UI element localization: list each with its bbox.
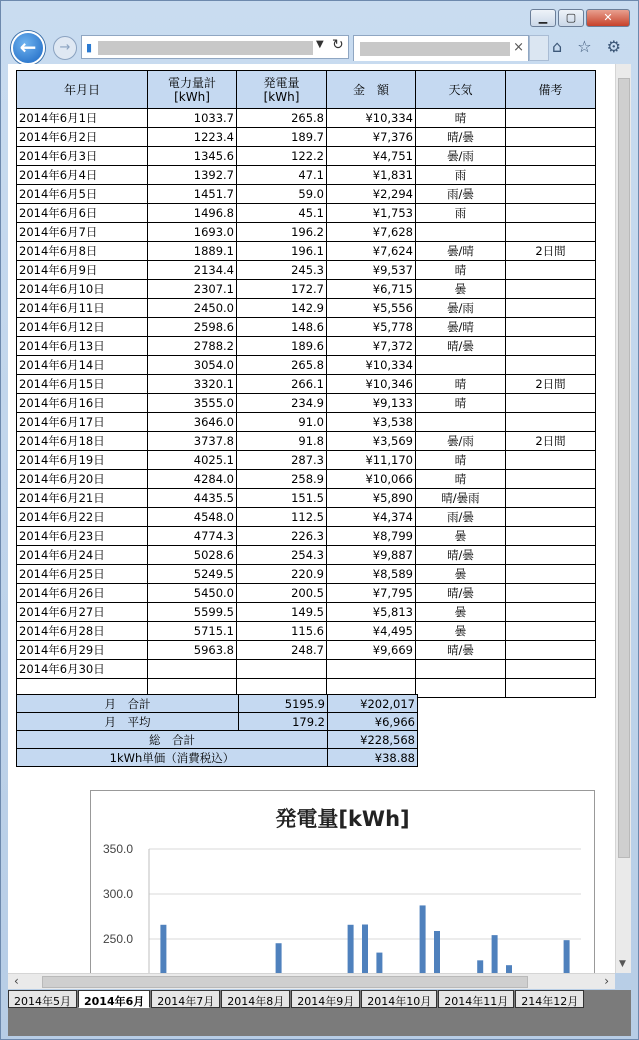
table-header-row <box>17 71 596 109</box>
table-row <box>17 451 596 470</box>
scroll-left-icon[interactable]: ‹ <box>14 974 19 988</box>
date-cell: 2014年6月9日 <box>17 261 148 280</box>
notes-cell <box>506 185 596 204</box>
date-cell: 2014年6月23日 <box>17 527 148 546</box>
weather-cell: 晴/曇 <box>416 128 506 147</box>
amount-cell: ¥5,890 <box>327 489 416 508</box>
meter-cell: 2307.1 <box>148 280 237 299</box>
weather-cell <box>416 660 506 679</box>
weather-cell <box>416 413 506 432</box>
summary-table <box>16 694 418 767</box>
table-row <box>17 128 596 147</box>
weather-cell: 曇 <box>416 603 506 622</box>
generation-cell: 115.6 <box>237 622 327 641</box>
amount-cell: ¥7,376 <box>327 128 416 147</box>
amount-cell: ¥10,066 <box>327 470 416 489</box>
weather-cell: 曇 <box>416 622 506 641</box>
generation-cell: 189.6 <box>237 337 327 356</box>
date-cell: 2014年6月24日 <box>17 546 148 565</box>
generation-cell: 189.7 <box>237 128 327 147</box>
table-row <box>17 185 596 204</box>
meter-cell: 1392.7 <box>148 166 237 185</box>
weather-cell: 晴 <box>416 394 506 413</box>
sheet-tab[interactable]: 2014年8月 <box>221 990 290 1008</box>
address-bar[interactable] <box>81 35 349 59</box>
table-row <box>17 356 596 375</box>
monthly-average-amount: ¥6,966 <box>328 713 418 731</box>
header-meter: 電力量計 [kWh] <box>148 71 237 109</box>
refresh-icon[interactable]: ↻ <box>332 37 344 53</box>
notes-cell <box>506 128 596 147</box>
grand-total-label: 総 合計 <box>17 731 328 749</box>
status-bar <box>8 1010 631 1036</box>
meter-cell: 4284.0 <box>148 470 237 489</box>
date-cell: 2014年6月4日 <box>17 166 148 185</box>
meter-cell: 2788.2 <box>148 337 237 356</box>
weather-cell: 曇 <box>416 280 506 299</box>
meter-cell: 3555.0 <box>148 394 237 413</box>
header-weather: 天気 <box>416 71 506 109</box>
date-cell: 2014年6月5日 <box>17 185 148 204</box>
date-cell: 2014年6月11日 <box>17 299 148 318</box>
amount-cell: ¥9,133 <box>327 394 416 413</box>
notes-cell <box>506 565 596 584</box>
generation-cell: 196.1 <box>237 242 327 261</box>
generation-cell: 200.5 <box>237 584 327 603</box>
monthly-total-gen: 5195.9 <box>239 695 328 713</box>
meter-cell: 5963.8 <box>148 641 237 660</box>
generation-cell: 245.3 <box>237 261 327 280</box>
date-cell: 2014年6月21日 <box>17 489 148 508</box>
sheet-tabs <box>8 990 631 1010</box>
window-controls <box>528 9 630 27</box>
generation-cell: 172.7 <box>237 280 327 299</box>
date-cell: 2014年6月6日 <box>17 204 148 223</box>
generation-cell: 265.8 <box>237 109 327 128</box>
chart-bar <box>420 905 426 981</box>
notes-cell <box>506 679 596 698</box>
amount-cell: ¥5,778 <box>327 318 416 337</box>
weather-cell: 晴/曇雨 <box>416 489 506 508</box>
minimize-button[interactable]: ▁ <box>530 9 556 27</box>
generation-cell: 142.9 <box>237 299 327 318</box>
notes-cell <box>506 337 596 356</box>
notes-cell <box>506 413 596 432</box>
y-tick-label: 300.0 <box>102 887 133 901</box>
notes-cell <box>506 394 596 413</box>
generation-cell: 226.3 <box>237 527 327 546</box>
table-row <box>17 622 596 641</box>
forward-button[interactable]: → <box>53 36 77 60</box>
vertical-scroll-thumb[interactable] <box>618 78 630 858</box>
header-generation: 発電量 [kWh] <box>237 71 327 109</box>
amount-cell: ¥3,538 <box>327 413 416 432</box>
horizontal-scroll-thumb[interactable] <box>42 976 528 988</box>
meter-cell: 4774.3 <box>148 527 237 546</box>
notes-cell <box>506 470 596 489</box>
table-row <box>17 147 596 166</box>
weather-cell: 曇/晴 <box>416 318 506 337</box>
notes-cell: 2日間 <box>506 432 596 451</box>
table-row <box>17 261 596 280</box>
amount-cell: ¥4,751 <box>327 147 416 166</box>
table-row <box>17 432 596 451</box>
close-button[interactable]: ✕ <box>586 9 630 27</box>
weather-cell: 晴/曇 <box>416 546 506 565</box>
date-cell: 2014年6月3日 <box>17 147 148 166</box>
back-button[interactable]: ← <box>11 31 45 65</box>
sheet-tab[interactable]: 2014年5月 <box>8 990 77 1008</box>
table-body <box>17 109 596 698</box>
maximize-button[interactable]: ▢ <box>558 9 584 27</box>
weather-cell: 晴 <box>416 261 506 280</box>
notes-cell <box>506 299 596 318</box>
header-notes: 備考 <box>506 71 596 109</box>
meter-cell: 3646.0 <box>148 413 237 432</box>
table-row <box>17 527 596 546</box>
weather-cell: 曇/雨 <box>416 432 506 451</box>
notes-cell <box>506 147 596 166</box>
table-row <box>17 546 596 565</box>
meter-cell: 1693.0 <box>148 223 237 242</box>
table-row <box>17 204 596 223</box>
table-row <box>17 470 596 489</box>
weather-cell: 晴/曇 <box>416 584 506 603</box>
horizontal-scrollbar[interactable] <box>8 973 615 989</box>
date-cell: 2014年6月19日 <box>17 451 148 470</box>
weather-cell: 晴 <box>416 375 506 394</box>
notes-cell <box>506 641 596 660</box>
notes-cell <box>506 261 596 280</box>
meter-cell: 2134.4 <box>148 261 237 280</box>
weather-cell: 晴 <box>416 109 506 128</box>
generation-cell: 151.5 <box>237 489 327 508</box>
table-row <box>17 508 596 527</box>
generation-cell: 59.0 <box>237 185 327 204</box>
table-row <box>17 280 596 299</box>
amount-cell: ¥10,334 <box>327 109 416 128</box>
weather-cell <box>416 223 506 242</box>
date-cell: 2014年6月18日 <box>17 432 148 451</box>
amount-cell <box>327 660 416 679</box>
generation-cell: 220.9 <box>237 565 327 584</box>
amount-cell: ¥4,374 <box>327 508 416 527</box>
meter-cell: 5599.5 <box>148 603 237 622</box>
notes-cell <box>506 451 596 470</box>
notes-cell <box>506 280 596 299</box>
scroll-right-icon[interactable]: › <box>604 974 609 988</box>
unit-price-row <box>17 749 418 767</box>
unit-price-label: 1kWh単価（消費税込） <box>17 749 328 767</box>
amount-cell: ¥7,628 <box>327 223 416 242</box>
header-date: 年月日 <box>17 71 148 109</box>
date-cell: 2014年6月25日 <box>17 565 148 584</box>
notes-cell <box>506 356 596 375</box>
weather-cell: 晴 <box>416 470 506 489</box>
generation-cell: 266.1 <box>237 375 327 394</box>
meter-cell: 1496.8 <box>148 204 237 223</box>
date-cell: 2014年6月27日 <box>17 603 148 622</box>
meter-cell: 3320.1 <box>148 375 237 394</box>
meter-cell: 1451.7 <box>148 185 237 204</box>
notes-cell <box>506 489 596 508</box>
table-row <box>17 565 596 584</box>
table-row <box>17 318 596 337</box>
meter-cell <box>148 660 237 679</box>
date-cell: 2014年6月13日 <box>17 337 148 356</box>
generation-cell <box>237 660 327 679</box>
grand-total-amount: ¥228,568 <box>328 731 418 749</box>
sheet-tab[interactable]: 2014年11月 <box>438 990 514 1008</box>
table-row <box>17 337 596 356</box>
table-row <box>17 299 596 318</box>
notes-cell <box>506 546 596 565</box>
amount-cell: ¥8,589 <box>327 565 416 584</box>
chart-title: 発電量[kWh] <box>275 807 410 831</box>
unit-price-amount: ¥38.88 <box>328 749 418 767</box>
y-tick-label: 350.0 <box>102 842 133 856</box>
weather-cell: 雨 <box>416 204 506 223</box>
date-cell: 2014年6月2日 <box>17 128 148 147</box>
date-cell: 2014年6月17日 <box>17 413 148 432</box>
weather-cell: 曇/雨 <box>416 147 506 166</box>
monthly-average-gen: 179.2 <box>239 713 328 731</box>
toolbar-icons[interactable]: ⌂ ☆ ⚙ <box>551 37 626 56</box>
sheet-tab[interactable]: 2014年6月 <box>78 990 150 1008</box>
date-cell: 2014年6月7日 <box>17 223 148 242</box>
meter-cell: 4025.1 <box>148 451 237 470</box>
notes-cell <box>506 166 596 185</box>
tab-close-icon[interactable]: × <box>513 40 524 55</box>
meter-cell: 5450.0 <box>148 584 237 603</box>
header-amount: 金 額 <box>327 71 416 109</box>
meter-cell: 1223.4 <box>148 128 237 147</box>
grand-total-row <box>17 731 418 749</box>
notes-cell <box>506 223 596 242</box>
table-row <box>17 242 596 261</box>
table-row <box>17 413 596 432</box>
meter-cell: 5715.1 <box>148 622 237 641</box>
meter-cell: 1889.1 <box>148 242 237 261</box>
date-cell: 2014年6月26日 <box>17 584 148 603</box>
table-row <box>17 166 596 185</box>
table-row <box>17 641 596 660</box>
date-cell: 2014年6月30日 <box>17 660 148 679</box>
date-cell: 2014年6月1日 <box>17 109 148 128</box>
amount-cell: ¥10,334 <box>327 356 416 375</box>
weather-cell: 曇/雨 <box>416 299 506 318</box>
generation-cell: 287.3 <box>237 451 327 470</box>
amount-cell: ¥7,372 <box>327 337 416 356</box>
table-row <box>17 223 596 242</box>
monthly-average-row <box>17 713 418 731</box>
weather-cell <box>416 356 506 375</box>
generation-cell: 234.9 <box>237 394 327 413</box>
generation-cell: 196.2 <box>237 223 327 242</box>
date-cell: 2014年6月20日 <box>17 470 148 489</box>
navigation-bar <box>9 31 630 65</box>
generation-cell: 248.7 <box>237 641 327 660</box>
weather-cell: 晴/曇 <box>416 337 506 356</box>
amount-cell: ¥7,624 <box>327 242 416 261</box>
notes-cell: 2日間 <box>506 242 596 261</box>
page-icon: ▮ <box>86 41 93 54</box>
notes-cell <box>506 603 596 622</box>
monthly-average-label: 月 平均 <box>17 713 239 731</box>
table-row <box>17 375 596 394</box>
address-text-redacted <box>98 41 313 55</box>
meter-cell: 2598.6 <box>148 318 237 337</box>
generation-cell: 47.1 <box>237 166 327 185</box>
sheet-tab[interactable]: 2014年9月 <box>291 990 360 1008</box>
notes-cell <box>506 660 596 679</box>
monthly-total-label: 月 合計 <box>17 695 239 713</box>
weather-cell: 雨 <box>416 166 506 185</box>
monthly-total-amount: ¥202,017 <box>328 695 418 713</box>
generation-table <box>16 70 596 698</box>
table-row <box>17 584 596 603</box>
y-tick-label: 250.0 <box>102 932 133 946</box>
meter-cell: 1033.7 <box>148 109 237 128</box>
amount-cell: ¥11,170 <box>327 451 416 470</box>
table-row <box>17 660 596 679</box>
date-cell: 2014年6月15日 <box>17 375 148 394</box>
amount-cell: ¥5,813 <box>327 603 416 622</box>
amount-cell: ¥8,799 <box>327 527 416 546</box>
chart-plot <box>91 791 596 981</box>
tab-title-redacted <box>360 42 510 56</box>
notes-cell <box>506 109 596 128</box>
address-dropdown-icon[interactable]: ▼ <box>316 39 324 50</box>
date-cell: 2014年6月16日 <box>17 394 148 413</box>
meter-cell: 3054.0 <box>148 356 237 375</box>
monthly-total-row <box>17 695 418 713</box>
amount-cell: ¥9,887 <box>327 546 416 565</box>
amount-cell: ¥9,669 <box>327 641 416 660</box>
notes-cell <box>506 527 596 546</box>
amount-cell: ¥10,346 <box>327 375 416 394</box>
meter-cell: 5028.6 <box>148 546 237 565</box>
generation-cell: 265.8 <box>237 356 327 375</box>
amount-cell: ¥3,569 <box>327 432 416 451</box>
generation-chart <box>90 790 595 980</box>
table-row <box>17 489 596 508</box>
generation-cell: 112.5 <box>237 508 327 527</box>
notes-cell <box>506 318 596 337</box>
weather-cell: 曇 <box>416 527 506 546</box>
amount-cell: ¥1,831 <box>327 166 416 185</box>
table-row <box>17 394 596 413</box>
date-cell: 2014年6月10日 <box>17 280 148 299</box>
weather-cell: 曇 <box>416 565 506 584</box>
meter-cell: 4548.0 <box>148 508 237 527</box>
meter-cell: 1345.6 <box>148 147 237 166</box>
amount-cell: ¥4,495 <box>327 622 416 641</box>
amount-cell: ¥2,294 <box>327 185 416 204</box>
meter-cell: 2450.0 <box>148 299 237 318</box>
date-cell: 2014年6月29日 <box>17 641 148 660</box>
date-cell: 2014年6月14日 <box>17 356 148 375</box>
table-row <box>17 109 596 128</box>
generation-cell: 258.9 <box>237 470 327 489</box>
amount-cell: ¥5,556 <box>327 299 416 318</box>
generation-cell: 148.6 <box>237 318 327 337</box>
new-tab-button[interactable] <box>529 35 549 61</box>
date-cell: 2014年6月8日 <box>17 242 148 261</box>
date-cell: 2014年6月22日 <box>17 508 148 527</box>
amount-cell: ¥7,795 <box>327 584 416 603</box>
notes-cell <box>506 584 596 603</box>
weather-cell <box>416 679 506 698</box>
notes-cell <box>506 622 596 641</box>
amount-cell: ¥1,753 <box>327 204 416 223</box>
weather-cell: 晴/曇 <box>416 641 506 660</box>
page-content <box>8 64 615 973</box>
sheet-tab[interactable]: 2014年7月 <box>151 990 220 1008</box>
weather-cell: 曇/晴 <box>416 242 506 261</box>
weather-cell: 雨/曇 <box>416 508 506 527</box>
weather-cell: 雨/曇 <box>416 185 506 204</box>
notes-cell <box>506 204 596 223</box>
meter-cell: 4435.5 <box>148 489 237 508</box>
weather-cell: 晴 <box>416 451 506 470</box>
generation-cell: 149.5 <box>237 603 327 622</box>
generation-cell: 45.1 <box>237 204 327 223</box>
vertical-scrollbar[interactable] <box>615 64 631 973</box>
generation-cell: 122.2 <box>237 147 327 166</box>
generation-cell: 91.0 <box>237 413 327 432</box>
generation-cell: 91.8 <box>237 432 327 451</box>
date-cell: 2014年6月12日 <box>17 318 148 337</box>
sheet-tab[interactable]: 2014年10月 <box>361 990 437 1008</box>
table-row <box>17 603 596 622</box>
notes-cell: 2日間 <box>506 375 596 394</box>
amount-cell: ¥6,715 <box>327 280 416 299</box>
amount-cell: ¥9,537 <box>327 261 416 280</box>
notes-cell <box>506 508 596 527</box>
meter-cell: 3737.8 <box>148 432 237 451</box>
meter-cell: 5249.5 <box>148 565 237 584</box>
scroll-down-icon[interactable]: ▼ <box>619 959 626 969</box>
browser-tab[interactable] <box>353 35 529 61</box>
generation-cell: 254.3 <box>237 546 327 565</box>
date-cell: 2014年6月28日 <box>17 622 148 641</box>
sheet-tab[interactable]: 214年12月 <box>515 990 584 1008</box>
